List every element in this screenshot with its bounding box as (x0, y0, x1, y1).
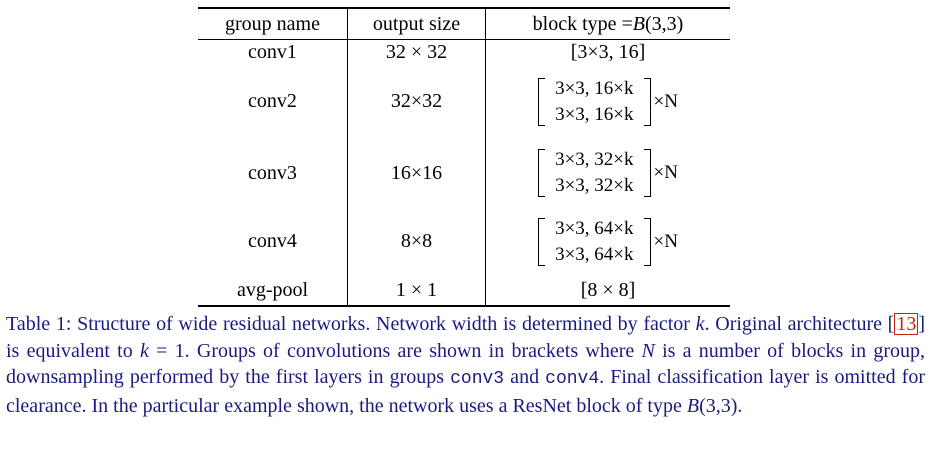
header-block-type-b: B (632, 12, 646, 35)
caption-segment: Table 1: Structure of wide residual networks. Network width is determined by factor (6, 313, 696, 335)
matrix-line: 3×3, 64×k (555, 243, 634, 265)
left-bracket (538, 149, 545, 197)
caption-segment: is a number of blocks in group, downsampling performed by the first layers in groups (6, 339, 926, 388)
output-size-value: 16×16 (390, 161, 443, 184)
group-label: conv2 (248, 90, 297, 112)
left-bracket (538, 218, 545, 266)
header-group-name-label: group name (225, 12, 320, 35)
header-block-type-label: block type = (532, 12, 633, 35)
table-row-conv2-block (485, 65, 730, 138)
conv-block-matrix (538, 146, 678, 200)
conv-block-matrix (538, 215, 678, 269)
table-row-avgpool-block (485, 275, 730, 305)
caption-segment: B (686, 394, 700, 417)
table-row-conv1-group (198, 40, 347, 65)
table-row-conv2-output (347, 65, 485, 138)
group-label: conv3 (248, 161, 297, 184)
header-block-type (485, 9, 730, 40)
header-block-type-args: (3,3) (645, 12, 684, 35)
caption-segment: . Original architecture [ (704, 313, 895, 335)
table-row-conv1-output (347, 40, 485, 65)
output-size-value: 8×8 (400, 230, 433, 252)
table-row-conv4-output (347, 208, 485, 275)
wrn-structure-table (198, 7, 730, 307)
table-row-conv3-group (198, 138, 347, 208)
group-label: conv4 (248, 230, 297, 252)
group-label: avg-pool (236, 278, 309, 301)
caption-segment: k (139, 339, 149, 362)
caption-segment: = 1. Groups of convolutions are shown in brackets where (148, 339, 642, 362)
right-bracket (644, 218, 651, 266)
matrix-lines (545, 146, 643, 200)
conv-block-matrix (538, 75, 678, 129)
output-size-value: 32 × 32 (385, 41, 448, 63)
matrix-line: 3×3, 32×k (555, 175, 634, 196)
matrix-multiplier: ×N (653, 162, 678, 183)
table-row-avgpool-group (198, 275, 347, 305)
right-bracket (644, 78, 651, 126)
table-row-conv3-block (485, 138, 730, 208)
table-row-avgpool-output (347, 275, 485, 305)
matrix-line: 3×3, 32×k (555, 149, 634, 170)
matrix-multiplier: ×N (653, 230, 678, 252)
header-output-size-label: output size (372, 12, 461, 35)
matrix-line: 3×3, 16×k (555, 103, 634, 125)
citation-link[interactable]: 13 (896, 313, 917, 335)
caption-segment: . Final classification layer is omitted for clearance. In the particular example shown, the network uses a ResNet block of type (6, 366, 925, 417)
table-row-conv2-group (198, 65, 347, 138)
output-size-value: 32×32 (390, 90, 443, 112)
matrix-lines (545, 215, 643, 269)
caption-segment: conv4 (545, 369, 600, 389)
header-group-name (198, 9, 347, 40)
matrix-line: 3×3, 64×k (555, 217, 634, 239)
table-row-conv4-group (198, 208, 347, 275)
table-row-conv1-block (485, 40, 730, 65)
block-spec: [3×3, 16] (570, 41, 646, 63)
left-bracket (538, 78, 545, 126)
caption-segment: conv3 (450, 369, 505, 389)
caption-segment: (3,3). (699, 394, 743, 417)
matrix-line: 3×3, 16×k (555, 77, 634, 99)
block-spec: [8 × 8] (580, 278, 636, 301)
matrix-lines (545, 75, 643, 129)
caption-segment: k (695, 313, 705, 335)
table-caption (6, 311, 925, 419)
header-output-size (347, 9, 485, 40)
output-size-value: 1 × 1 (395, 278, 438, 301)
group-label: conv1 (248, 41, 297, 63)
matrix-multiplier: ×N (653, 90, 678, 112)
caption-segment: and (504, 366, 546, 388)
table-row-conv3-output (347, 138, 485, 208)
right-bracket (644, 149, 651, 197)
caption-segment: ] is equivalent to (6, 313, 926, 362)
table-row-conv4-block (485, 208, 730, 275)
caption-segment: N (641, 339, 655, 362)
